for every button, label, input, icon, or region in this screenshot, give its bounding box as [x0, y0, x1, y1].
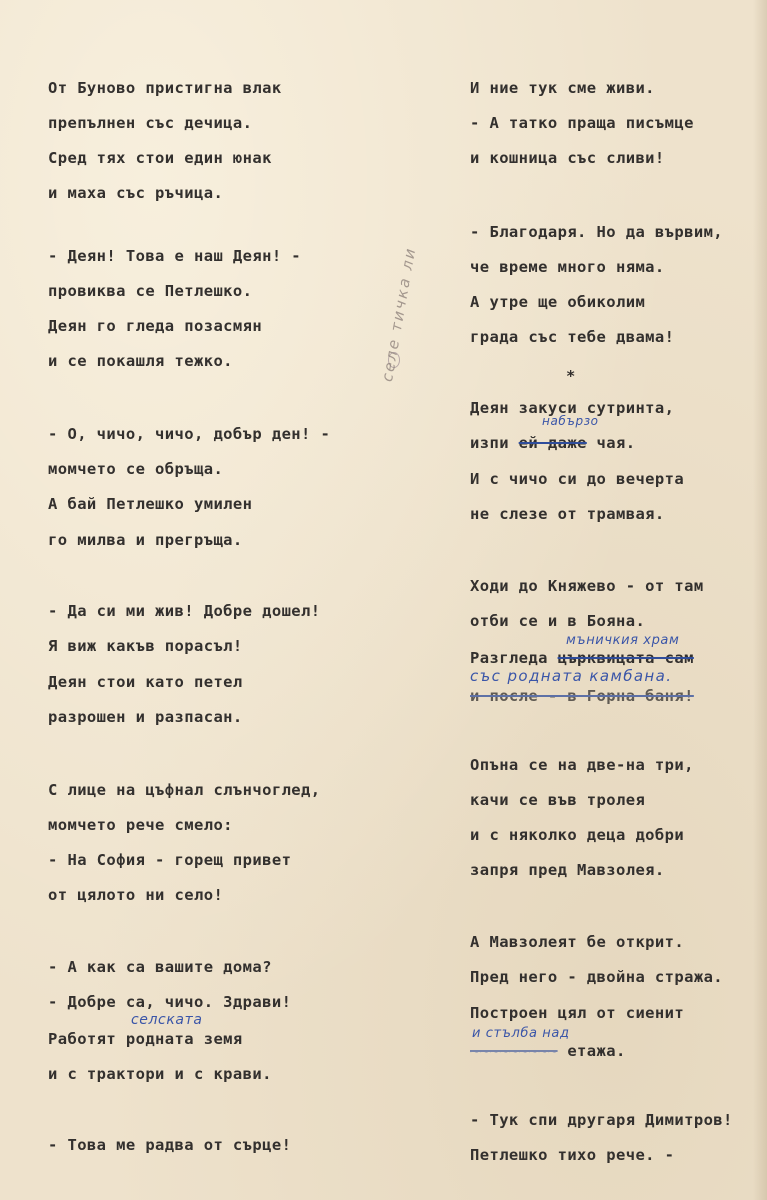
poem-line: Деян закуси сутринта, — [470, 399, 675, 417]
poem-line — [470, 648, 694, 668]
struck-text: ей даже — [518, 434, 587, 452]
poem-line: отби се и в Бояна. — [470, 612, 646, 630]
poem-line: Пред него - двойна стража. — [470, 968, 724, 986]
section-asterisk: * — [566, 367, 576, 385]
left-poem-column — [48, 0, 378, 1200]
handwritten-correction: и стълба над — [472, 1026, 570, 1041]
struck-out-word-placeholder: ~~~~~~~~~ — [470, 1042, 558, 1060]
poem-line: Ходи до Княжево - от там — [470, 577, 704, 595]
poem-line: - Деян! Това е наш Деян! - — [48, 247, 302, 265]
poem-line: А Мавзолеят бе открит. — [470, 933, 685, 951]
struck-text: църквицата сам — [557, 649, 694, 667]
handwritten-correction: набързо — [542, 414, 599, 428]
poem-line: града със тебе двама! — [470, 328, 675, 346]
poem-line: - Да си ми жив! Добре дошел! — [48, 602, 321, 620]
poem-line: С лице на цъфнал слънчоглед, — [48, 781, 321, 799]
margin-handwritten-note: селе тичка ли — [378, 245, 420, 384]
poem-line: и маха със ръчица. — [48, 184, 224, 202]
poem-line: Опъна се на две-на три, — [470, 756, 694, 774]
poem-line: момчето рече смело: — [48, 816, 233, 834]
poem-line: препълнен със дечица. — [48, 114, 253, 132]
poem-line: Я виж какъв порасъл! — [48, 637, 243, 655]
poem-line-part: чая. — [586, 434, 636, 452]
poem-line: - О, чичо, чичо, добър ден! - — [48, 425, 331, 443]
poem-line: не слезе от трамвая. — [470, 505, 665, 523]
poem-line: и се покашля тежко. — [48, 352, 233, 370]
poem-line: - А татко праща писъмце — [470, 114, 694, 132]
poem-line: И ние тук сме живи. — [470, 79, 655, 97]
poem-line — [470, 433, 635, 453]
poem-line: От Буново пристигна влак — [48, 79, 282, 97]
poem-line: - А как са вашите дома? — [48, 958, 272, 976]
poem-line: - Тук спи другаря Димитров! — [470, 1111, 733, 1129]
struck-poem-line: и после - в Горна баня! — [470, 687, 694, 705]
poem-line-part: етажа. — [567, 1042, 626, 1060]
poem-line: Построен цял от сиенит — [470, 1004, 685, 1022]
poem-line: и с няколко деца добри — [470, 826, 685, 844]
poem-line: качи се във тролея — [470, 791, 646, 809]
handwritten-correction: селската — [131, 1012, 203, 1028]
handwritten-correction: мъничкия храм — [566, 633, 680, 648]
poem-line: А утре ще обиколим — [470, 293, 646, 311]
poem-line: И с чичо си до вечерта — [470, 470, 685, 488]
poem-line: и кошница със сливи! — [470, 149, 665, 167]
right-poem-column — [470, 0, 760, 1200]
poem-line: момчето се обръща. — [48, 460, 224, 478]
poem-line-part: Разгледа — [470, 649, 558, 667]
poem-line: провиква се Петлешко. — [48, 282, 253, 300]
poem-line: Сред тях стои един юнак — [48, 149, 272, 167]
poem-line: и с трактори и с крави. — [48, 1065, 272, 1083]
poem-line: - Това ме радва от сърце! — [48, 1136, 292, 1154]
poem-line: Петлешко тихо рече. - — [470, 1146, 675, 1164]
poem-line: Работят родната земя — [48, 1030, 243, 1048]
poem-line: А бай Петлешко умилен — [48, 495, 253, 513]
poem-line-part: изпи — [470, 434, 519, 452]
poem-line: - На София - горещ привет — [48, 851, 292, 869]
poem-line: - Благодаря. Но да вървим, — [470, 223, 724, 241]
poem-line: го милва и прегръща. — [48, 531, 243, 549]
poem-line: от цялото ни село! — [48, 886, 224, 904]
poem-line: Деян стои като петел — [48, 673, 243, 691]
handwritten-correction: със родната камбана. — [470, 667, 673, 685]
poem-line: Деян го гледа позасмян — [48, 317, 263, 335]
poem-line — [470, 1041, 626, 1061]
poem-line: че време много няма. — [470, 258, 665, 276]
poem-line: разрошен и разпасан. — [48, 708, 243, 726]
poem-line: запря пред Мавзолея. — [470, 861, 665, 879]
poem-line: - Добре са, чичо. Здрави! — [48, 993, 292, 1011]
